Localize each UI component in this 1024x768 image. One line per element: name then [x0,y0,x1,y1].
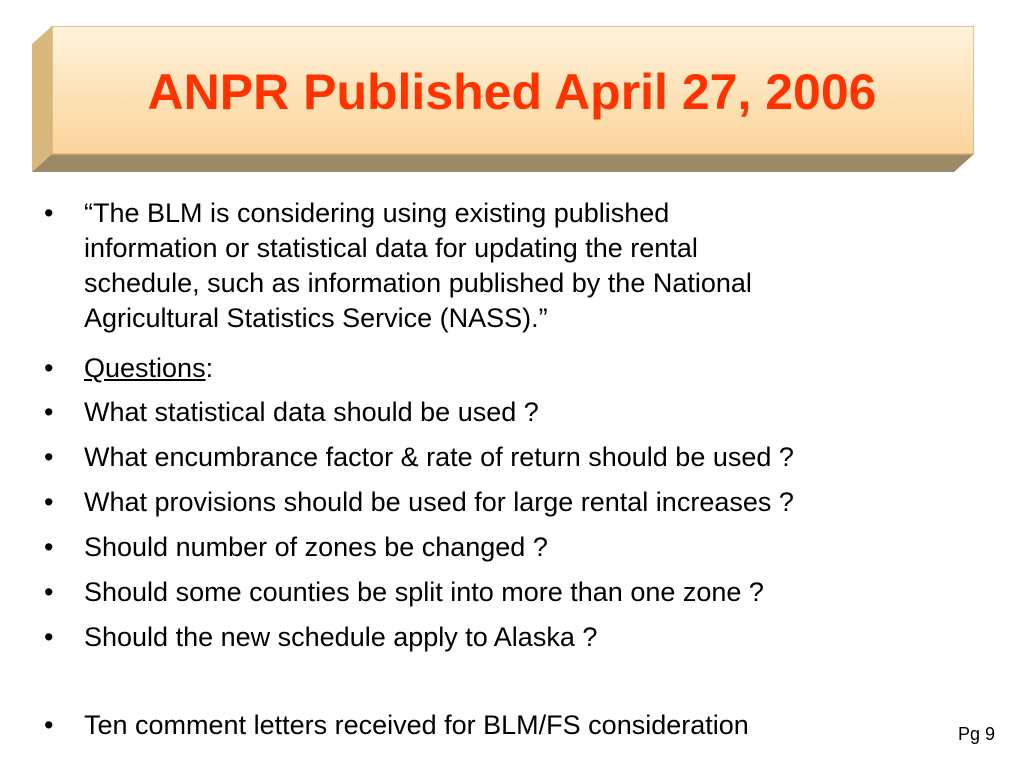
bullet-item: • Should some counties be split into more than one zone ? [84,575,1004,610]
questions-heading: Questions [84,353,206,383]
bullet-item: • Ten comment letters received for BLM/FS consideration [84,708,1004,743]
bullet-quote-line: information or statistical data for updating the rental [84,233,698,263]
bullet-questions [84,351,1004,386]
slide-title: ANPR Published April 27, 2006 [147,64,877,120]
bullet-item: • What statistical data should be used ? [84,395,1004,430]
bullet-item: • What provisions should be used for large rental increases ? [84,485,1004,520]
bullet-item: • Should number of zones be changed ? [84,530,1004,565]
bullet-item: • Should the new schedule apply to Alaska ? [84,620,1004,655]
bullet-quote-line: Agricultural Statistics Service (NASS).” [84,303,548,333]
bullet-item: • What encumbrance factor & rate of return should be used ? [84,440,1004,475]
bullet-quote-line: schedule, such as information published by the National [84,268,752,298]
bullet-quote [84,196,1004,336]
bullet-quote-line: • “The BLM is considering using existing published [84,198,670,228]
questions-colon: : [205,353,214,383]
page-number: Pg 9 [958,724,996,744]
